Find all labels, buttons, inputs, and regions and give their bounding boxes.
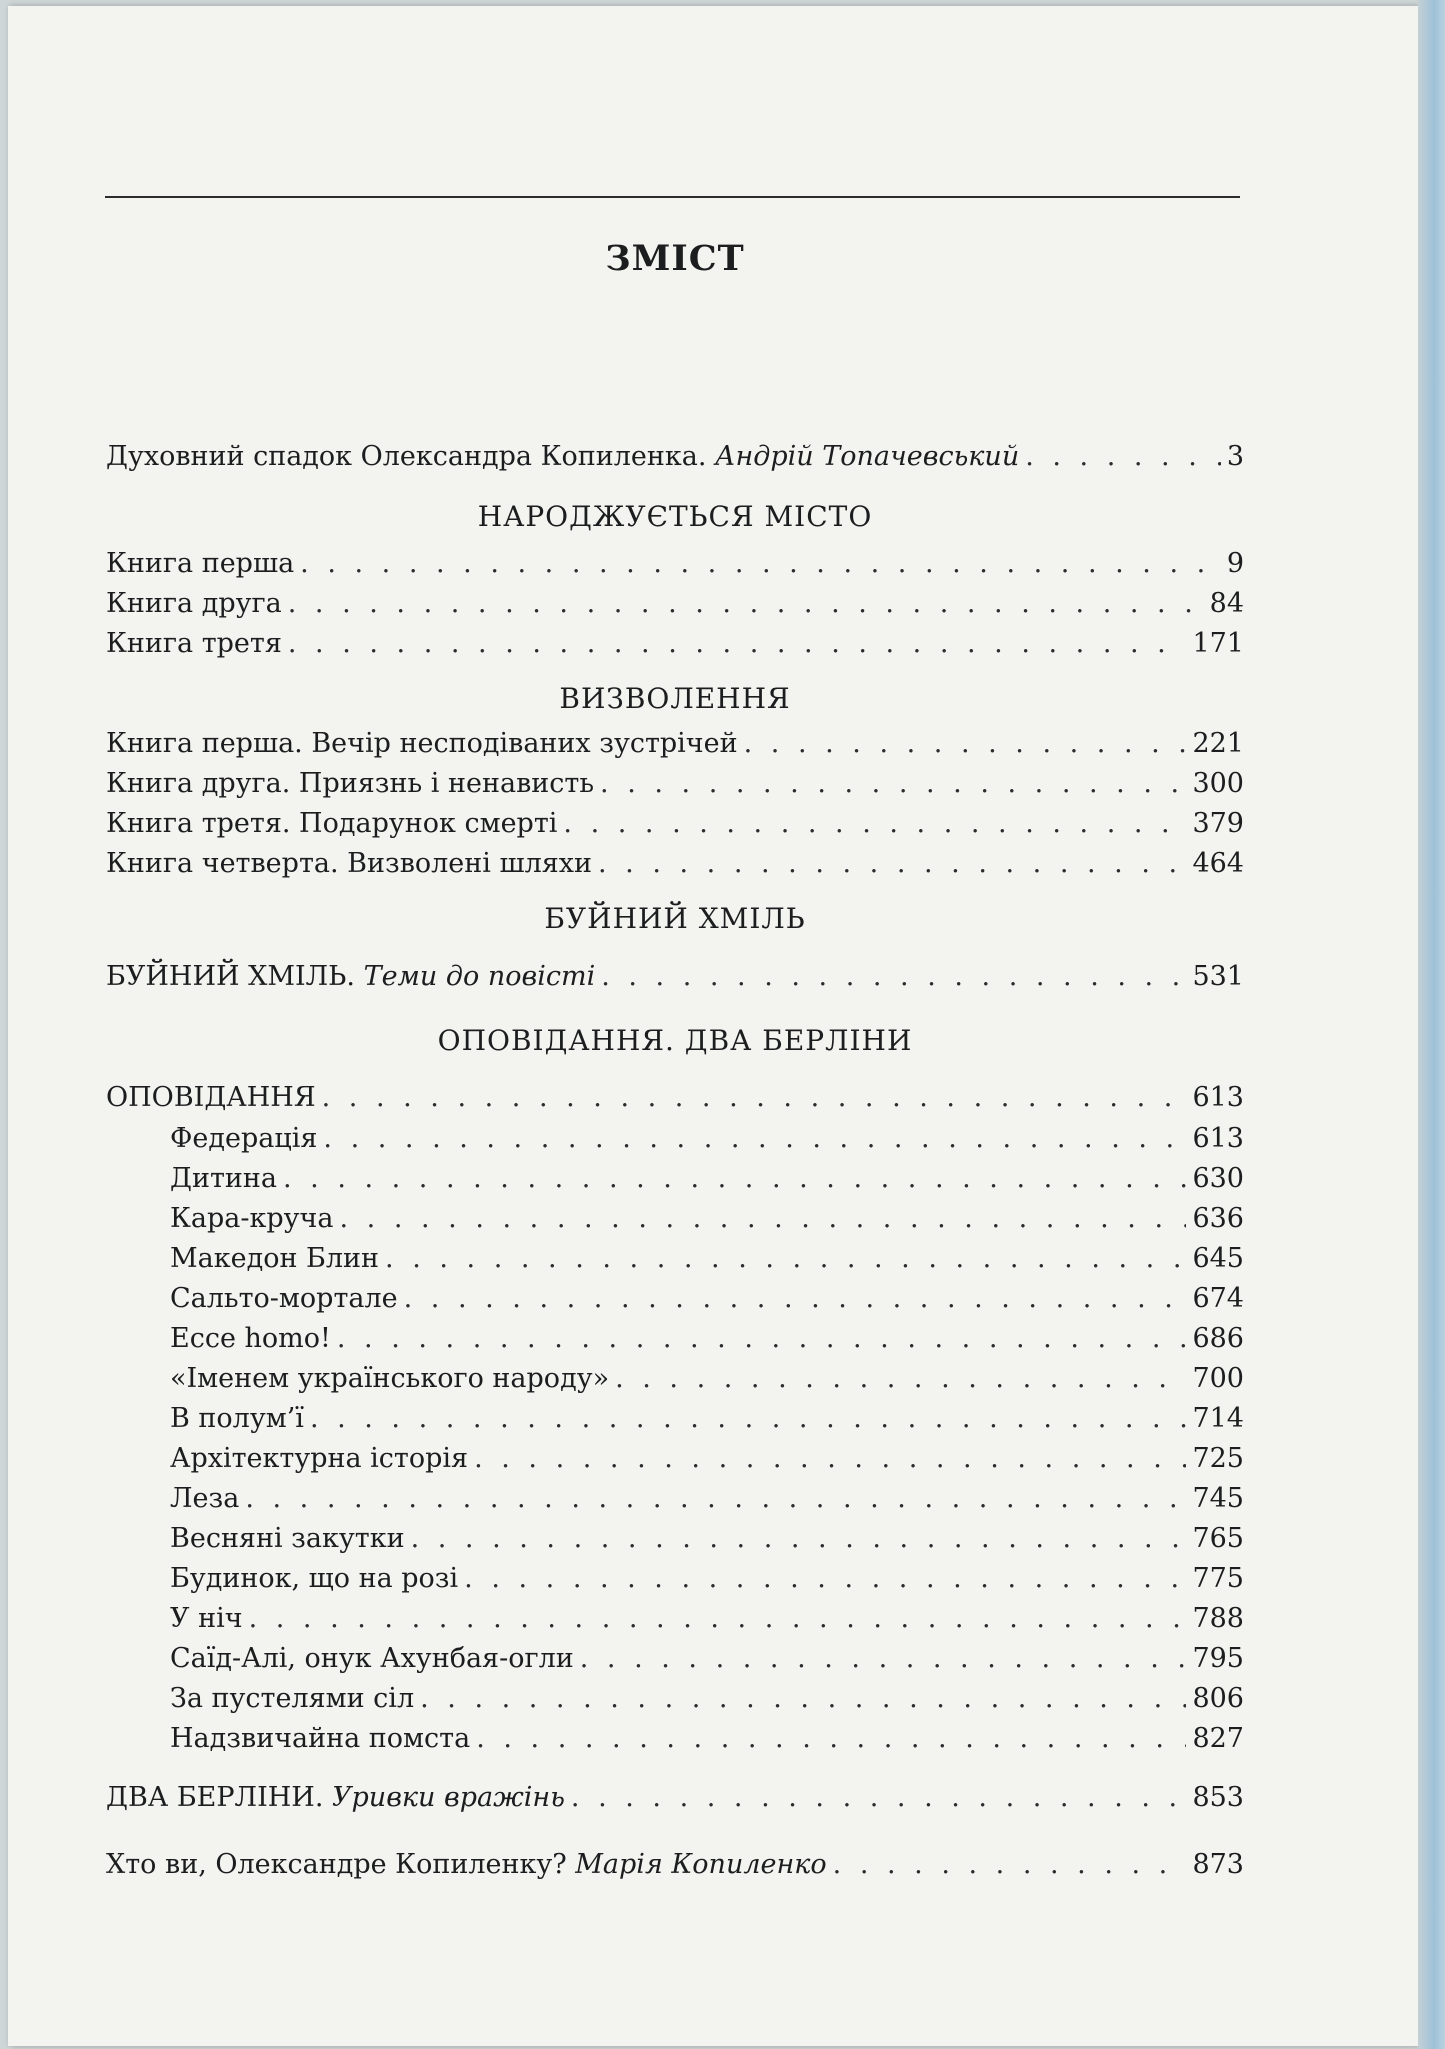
toc-subentry <box>170 1682 1244 1716</box>
toc-subentry <box>170 1562 1244 1596</box>
section-heading: ОПОВІДАННЯ. ДВА БЕРЛІНИ <box>437 1024 913 1057</box>
page-number: 630 <box>1192 1163 1244 1194</box>
toc-subentry <box>170 1122 1244 1156</box>
leader-dots <box>411 1522 1187 1556</box>
leader-dots <box>283 1162 1186 1196</box>
toc-entry <box>106 807 1244 841</box>
page-number: 674 <box>1192 1283 1244 1314</box>
entry-title: Македон Блин <box>170 1243 380 1274</box>
leader-dots <box>601 960 1186 994</box>
leader-dots <box>474 1442 1186 1476</box>
leader-dots <box>288 627 1187 661</box>
toc-entry <box>106 727 1244 761</box>
entry-title: «Іменем українського народу» <box>170 1363 610 1394</box>
page-number: 725 <box>1192 1443 1244 1474</box>
leader-dots <box>571 1781 1187 1815</box>
entry-title: Весняні закутки <box>170 1523 405 1554</box>
page-number: 765 <box>1192 1523 1244 1554</box>
leader-dots <box>563 807 1186 841</box>
page-number: 379 <box>1192 808 1244 839</box>
entry-title: У ніч <box>170 1603 243 1634</box>
page-number: 613 <box>1192 1123 1244 1154</box>
leader-dots <box>615 1362 1186 1396</box>
page-number: 853 <box>1192 1782 1244 1813</box>
entry-title: Хто ви, Олександре Копиленку? <box>106 1849 567 1880</box>
page-number: 300 <box>1192 768 1244 799</box>
page-number: 686 <box>1192 1323 1244 1354</box>
toc-entry-group <box>106 1081 1244 1115</box>
page-number: 806 <box>1192 1683 1244 1714</box>
leader-dots <box>310 1402 1187 1436</box>
toc-subentry <box>170 1522 1244 1556</box>
page-number: 795 <box>1192 1643 1244 1674</box>
leader-dots <box>385 1242 1186 1276</box>
leader-dots <box>337 1322 1187 1356</box>
page-number: 745 <box>1192 1483 1244 1514</box>
entry-title: Книга четверта. Визволені шляхи <box>106 848 593 879</box>
page-number: 464 <box>1192 848 1244 879</box>
leader-dots <box>464 1562 1186 1596</box>
leader-dots <box>420 1682 1186 1716</box>
page-number: 9 <box>1226 548 1244 579</box>
section-heading: НАРОДЖУЄТЬСЯ МІСТО <box>477 500 873 533</box>
entry-subtitle: Теми до повісті <box>363 961 596 992</box>
leader-dots <box>245 1482 1186 1516</box>
page-number: 873 <box>1192 1849 1244 1880</box>
toc-entry <box>106 847 1244 881</box>
page-number: 531 <box>1192 961 1244 992</box>
page-number: 775 <box>1192 1563 1244 1594</box>
leader-dots <box>600 767 1186 801</box>
entry-title: Ecce homo! <box>170 1323 331 1354</box>
entry-title: Книга третя. Подарунок смерті <box>106 808 558 839</box>
toc-subentry <box>170 1722 1244 1756</box>
entry-title: Федерація <box>170 1123 318 1154</box>
leader-dots <box>300 547 1221 581</box>
leader-dots <box>404 1282 1187 1316</box>
page-number: 636 <box>1192 1203 1244 1234</box>
page-number: 613 <box>1192 1082 1244 1113</box>
toc-subentry <box>170 1162 1244 1196</box>
entry-title: Дитина <box>170 1163 277 1194</box>
page-number: 700 <box>1192 1363 1244 1394</box>
toc-subentry <box>170 1282 1244 1316</box>
toc-entry-intro <box>106 440 1244 474</box>
toc-entry-outro <box>106 1848 1244 1882</box>
toc-entry <box>106 767 1244 801</box>
leader-dots <box>744 727 1187 761</box>
entry-title: Книга друга. Приязнь і ненависть <box>106 768 595 799</box>
leader-dots <box>288 587 1204 621</box>
entry-title: Книга перша <box>106 548 295 579</box>
toc-subentry <box>170 1442 1244 1476</box>
section-heading: ВИЗВОЛЕННЯ <box>559 682 791 715</box>
entry-title: Саїд-Алі, онук Ахунбая-огли <box>170 1643 574 1674</box>
entry-title: Архітектурна історія <box>170 1443 469 1474</box>
page-number: 788 <box>1192 1603 1244 1634</box>
toc-entry <box>106 1781 1244 1815</box>
entry-title: Книга третя <box>106 628 282 659</box>
toc-entry <box>106 587 1244 621</box>
page-number: 645 <box>1192 1243 1244 1274</box>
toc-subentry <box>170 1602 1244 1636</box>
toc-subentry <box>170 1642 1244 1676</box>
toc-entry <box>106 627 1244 661</box>
entry-title: За пустелями сіл <box>170 1683 415 1714</box>
entry-title: БУЙНИЙ ХМІЛЬ. <box>106 961 355 992</box>
toc-subentry <box>170 1202 1244 1236</box>
entry-title: Кара-круча <box>170 1203 334 1234</box>
entry-title: Книга перша. Вечір несподіваних зустрічей <box>106 728 738 759</box>
toc-subentry <box>170 1402 1244 1436</box>
page-number: 3 <box>1226 441 1244 472</box>
leader-dots <box>580 1642 1187 1676</box>
entry-title: Книга друга <box>106 588 282 619</box>
entry-title: Леза <box>170 1483 240 1514</box>
page-number: 171 <box>1192 628 1244 659</box>
page-number: 827 <box>1192 1723 1244 1754</box>
entry-title: ДВА БЕРЛІНИ. <box>106 1782 324 1813</box>
toc-entry <box>106 547 1244 581</box>
entry-title: В полум’ї <box>170 1403 304 1434</box>
page-number: 84 <box>1209 588 1244 619</box>
page-number: 714 <box>1192 1403 1244 1434</box>
entry-title: Духовний спадок Олександра Копиленка. <box>106 441 707 472</box>
toc-subentry <box>170 1322 1244 1356</box>
entry-author: Андрій Топачевський <box>715 441 1020 472</box>
leader-dots <box>1025 440 1221 474</box>
toc-entry <box>106 960 1244 994</box>
leader-dots <box>833 1848 1187 1882</box>
leader-dots <box>598 847 1186 881</box>
leader-dots <box>323 1122 1186 1156</box>
toc-subentry <box>170 1242 1244 1276</box>
entry-title: Надзвичайна помста <box>170 1723 471 1754</box>
page-title: ЗМІСТ <box>605 238 745 279</box>
entry-title: Будинок, що на розі <box>170 1563 459 1594</box>
section-heading: БУЙНИЙ ХМІЛЬ <box>544 902 806 935</box>
entry-title: Сальто-мортале <box>170 1283 398 1314</box>
entry-author: Марія Копиленко <box>575 1849 827 1880</box>
leader-dots <box>476 1722 1186 1756</box>
leader-dots <box>340 1202 1187 1236</box>
leader-dots <box>249 1602 1187 1636</box>
entry-subtitle: Уривки вражінь <box>332 1782 565 1813</box>
toc-subentry <box>170 1362 1244 1396</box>
leader-dots <box>322 1081 1187 1115</box>
toc-subentry <box>170 1482 1244 1516</box>
page-number: 221 <box>1192 728 1244 759</box>
entry-title: ОПОВІДАННЯ <box>106 1082 316 1113</box>
